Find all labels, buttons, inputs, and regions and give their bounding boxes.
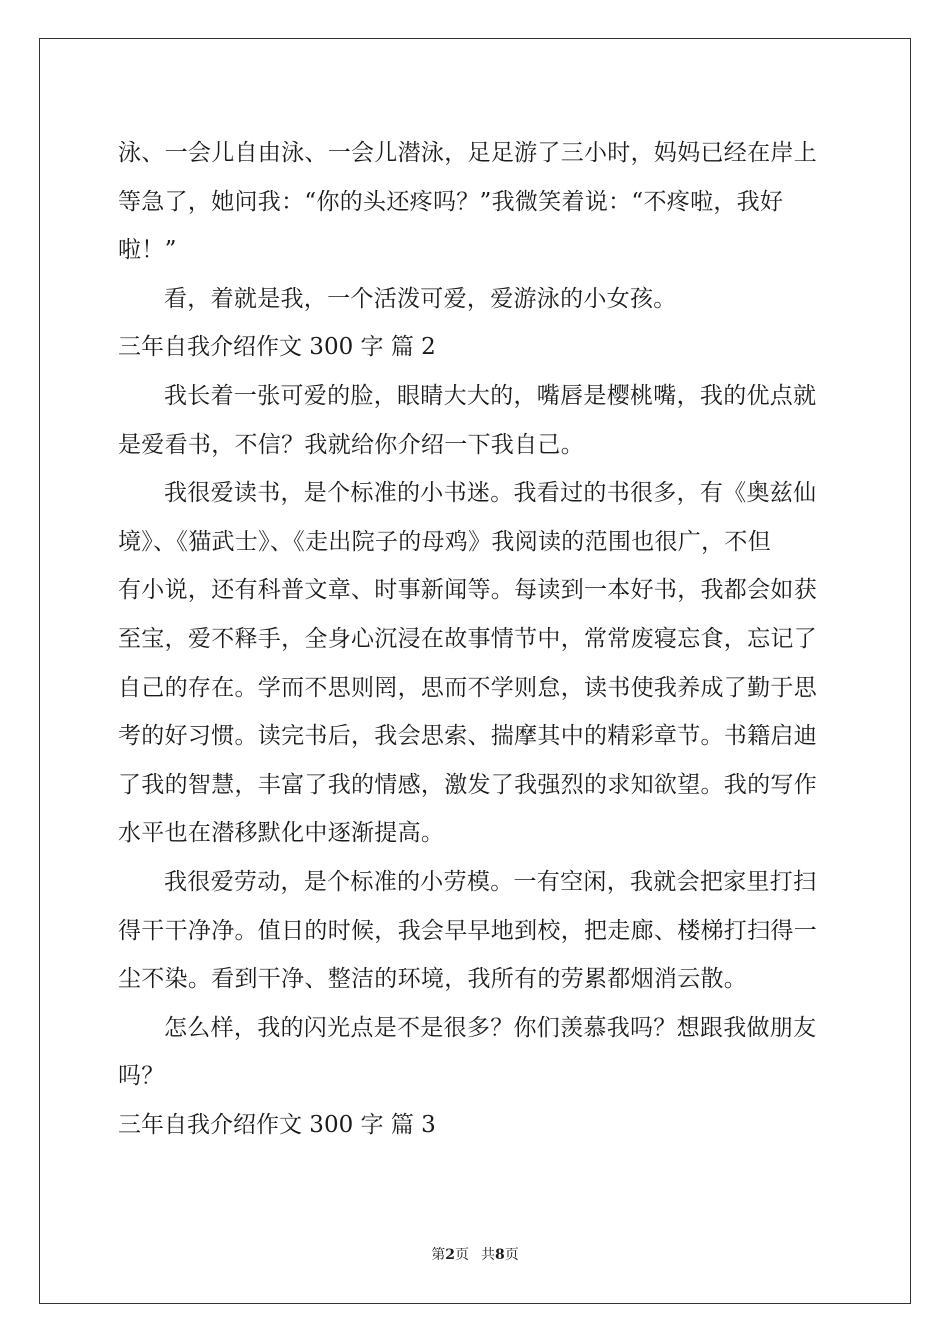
text-line: 我长着一张可爱的脸，眼睛大大的，嘴唇是樱桃嘴，我的优点就 xyxy=(164,382,817,409)
text-line: 得干干净净。值日的时候，我会早早地到校，把走廊、楼梯打扫得一 xyxy=(118,917,817,944)
paragraph xyxy=(118,129,838,275)
heading-text: 三年自我介绍作文 300 字 篇 3 xyxy=(118,1111,436,1138)
total-prefix: 共 xyxy=(481,1247,495,1263)
text-line: 吗？ xyxy=(118,1063,165,1090)
paragraph xyxy=(118,469,838,858)
text-line: 我很爱读书，是个标准的小书迷。我看过的书很多，有《奥兹仙 xyxy=(164,480,817,507)
page-prefix: 第 xyxy=(431,1247,446,1263)
heading-text: 三年自我介绍作文 300 字 篇 2 xyxy=(118,334,436,361)
text-line: 等急了，她问我：“你的头还疼吗？”我微笑着说：“不疼啦，我好 xyxy=(118,188,784,215)
paragraph xyxy=(118,372,838,469)
page-footer xyxy=(0,1244,950,1264)
text-line: 自己的存在。学而不思则罔，思而不学则怠，读书使我养成了勤于思 xyxy=(118,674,817,701)
text-line: 看，着就是我，一个活泼可爱，爱游泳的小女孩。 xyxy=(164,285,677,312)
current-page-number: 2 xyxy=(445,1247,455,1263)
document-body xyxy=(118,129,838,1149)
text-line: 泳、一会儿自由泳、一会儿潜泳，足足游了三小时，妈妈已经在岸上 xyxy=(118,140,817,166)
text-line: 我很爱劳动，是个标准的小劳模。一有空闲，我就会把家里打扫 xyxy=(164,868,817,895)
total-page-count: 8 xyxy=(495,1247,505,1263)
paragraph xyxy=(118,858,838,1004)
page-suffix: 页 xyxy=(455,1247,469,1263)
text-line: 啦！” xyxy=(118,237,177,264)
section-heading xyxy=(118,1101,838,1150)
text-line: 境》、《猫武士》、《走出院子的母鸡》我阅读的范围也很广，不但 xyxy=(118,528,771,555)
text-line: 是爱看书，不信？我就给你介绍一下我自己。 xyxy=(118,431,584,458)
text-line: 水平也在潜移默化中逐渐提高。 xyxy=(118,820,445,847)
text-line: 了我的智慧，丰富了我的情感，激发了我强烈的求知欲望。我的写作 xyxy=(118,771,817,798)
paragraph xyxy=(118,1004,838,1101)
text-line: 尘不染。看到干净、整洁的环境，我所有的劳累都烟消云散。 xyxy=(118,966,748,993)
text-line: 有小说，还有科普文章、时事新闻等。每读到一本好书，我都会如获 xyxy=(118,577,817,604)
section-heading xyxy=(118,323,838,372)
text-line: 考的好习惯。读完书后，我会思索、揣摩其中的精彩章节。书籍启迪 xyxy=(118,723,817,750)
paragraph xyxy=(118,275,838,324)
text-line: 至宝，爱不释手，全身心沉浸在故事情节中，常常废寝忘食，忘记了 xyxy=(118,625,817,652)
total-suffix: 页 xyxy=(504,1247,519,1263)
text-line: 怎么样，我的闪光点是不是很多？你们羡慕我吗？想跟我做朋友 xyxy=(164,1014,817,1041)
